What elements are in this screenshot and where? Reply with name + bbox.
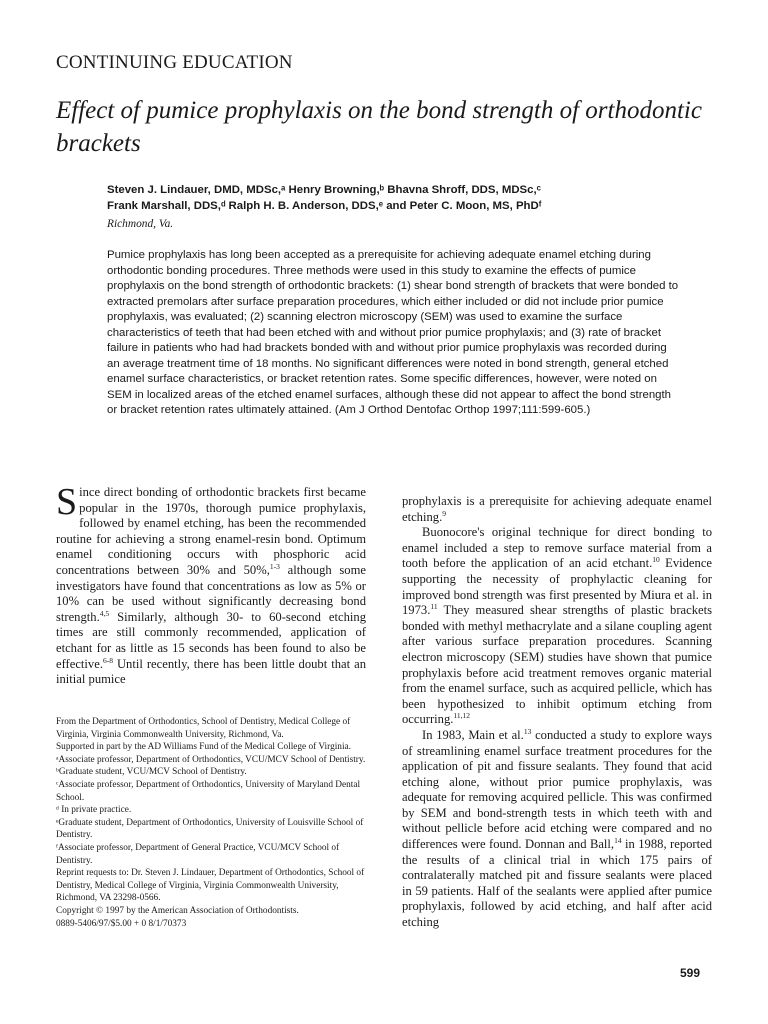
body-paragraph: Buonocore's original technique for direct bonding to enamel included a step to remove surface material from a tooth before the application of an acid etchant.$^{10}$ Evidence supporting the necessity of prophylactic cleaning for improved bond strength was first presented by Miura et al. in 1973.11 They measured shear strengths of plastic brackets bonded with methyl methacrylate and a silane coupling agent after various surface preparation procedures. Scanning electron microscopy (SEM) studies have shown that pumice prophylaxis before acid treatment removes organic material from the enamel surface, such as acquired pellicle, which has been hypothesized to inhibit optimum etching from occurring.$^{11,12}$ <box>402 525 712 727</box>
footnote: ᵃAssociate professor, Department of Orthodontics, VCU/MCV School of Dentistry. <box>56 754 366 765</box>
footnote: ᵇGraduate student, VCU/MCV School of Dentistry. <box>56 767 247 778</box>
footnote: ᵉGraduate student, Department of Orthodontics, University of Louisville School of Dentistry. <box>56 817 364 841</box>
body-column-left <box>56 481 366 688</box>
footnote: ᶜAssociate professor, Department of Orthodontics, University of Maryland Dental School. <box>56 779 361 803</box>
citation: 13 <box>523 726 532 736</box>
section-label: CONTINUING EDUCATION <box>56 52 293 73</box>
footnotes <box>56 716 368 930</box>
body-paragraph: Since direct bonding of orthodontic brackets first became popular in the 1970s, thorough pumice prophylaxis, followed by enamel etching, has been the recommended routine for achieving a strong enamel-resin bond. Optimum enamel conditioning occurs with phosphoric acid concentrations between 30% and 50%,$^{1-3}$ although some investigators have found that concentrations as low as 5% or 10% can be used without significantly decreasing bond strength.$^{4,5}$ Similarly, although 30- to 60-second etching times are still commonly recommended, application of etchant for as little as 15 seconds has been found to also be effective.$^{6-8}$ Until recently, there has been little doubt that an initial pumice <box>56 481 366 687</box>
citation: 4,5 <box>99 608 110 618</box>
body-paragraph: In 1983, Main et al.$^{13}$ conducted a study to explore ways of streamlining enamel surface treatment procedures for the application of pit and fissure sealants. They found that acid etching alone, without prior pumice prophylaxis, was adequate for removing acquired pellicle. This was confirmed by SEM and bond-strength tests in which teeth with and without pellicle before acid etching were compared and no differences were found. Donnan and Ball,$^{14}$ in 1988, reported the results of a clinical trial in which 175 pairs of contralaterally matched pit and fissure sealants were placed in 59 patients. Half of the sealants were applied after pumice prophylaxis, followed by acid etching, and half after acid etching <box>402 726 712 930</box>
abstract: Pumice prophylaxis has long been accepted as a prerequisite for achieving adequate enamel etching during orthodontic bonding procedures. Three methods were used in this study to examine the effects of pumice prophylaxis on the bond strength of orthodontic brackets: (1) shear bond strength of brackets that were bonded to extracted premolars after surface preparation procedures, which either included or did not include prior pumice prophylaxis, was evaluated; (2) scanning electron microscopy (SEM) was used to examine the surface characteristics of teeth that had been etched with and without prior pumice prophylaxis; and (3) rate of bracket failure in patients who had had brackets bonded with and without prior pumice prophylaxis was recorded during an average treatment time of 18 months. No significant differences were noted in bond strength, general etched enamel surface characteristics, or bracket retention rates. Some specific differences, however, were noted on SEM in localized areas of the etched enamel surfaces, although these did not appear to affect the bond strength or bracket retention rates ultimately attained. (Am J Orthod Dentofac Orthop 1997;111:599-605.) <box>107 249 679 416</box>
footnote: Copyright © 1997 by the American Association of Orthodontists. <box>56 905 299 916</box>
drop-cap: S <box>56 481 78 523</box>
citation: 11 <box>430 601 438 611</box>
citation: 10 <box>652 555 660 565</box>
citation: 9 <box>442 508 446 518</box>
footnote: ᵈ In private practice. <box>56 805 132 816</box>
footnote: From the Department of Orthodontics, School of Dentistry, Medical College of Virginia, Virginia Commonwealth University, Richmond, Va. <box>56 717 351 740</box>
page-number: 599 <box>680 966 701 980</box>
citation: 6-8 <box>102 655 113 665</box>
citation: 11,12 <box>453 711 471 721</box>
footnote: 0889-5406/97/$5.00 + 0 8/1/70373 <box>56 918 187 929</box>
body-column-right <box>402 494 712 931</box>
article-title: Effect of pumice prophylaxis on the bond strength of orthodontic brackets <box>56 97 702 157</box>
author-list <box>107 182 727 214</box>
author-affiliation: Richmond, Va. <box>107 218 174 230</box>
footnote: Reprint requests to: Dr. Steven J. Lindauer, Department of Orthodontics, School of Dentistry, Medical College of Virginia, Virginia Commonwealth University, Richmond, VA 23298-0566. <box>56 868 365 904</box>
footnote: Supported in part by the AD Williams Fund of the Medical College of Virginia. <box>56 742 351 753</box>
footnote: ᶠAssociate professor, Department of General Practice, VCU/MCV School of Dentistry. <box>56 842 340 866</box>
author-line: Frank Marshall, DDS,ᵈ Ralph H. B. Anderson, DDS,ᵉ and Peter C. Moon, MS, PhDᶠ <box>107 200 542 212</box>
citation: 1-3 <box>269 561 280 571</box>
author-line: Steven J. Lindauer, DMD, MDSc,ᵃ Henry Browning,ᵇ Bhavna Shroff, DDS, MDSc,ᶜ <box>107 184 541 196</box>
body-paragraph: prophylaxis is a prerequisite for achieving adequate enamel etching.$^9$ <box>402 494 712 524</box>
citation: 14 <box>614 835 622 845</box>
